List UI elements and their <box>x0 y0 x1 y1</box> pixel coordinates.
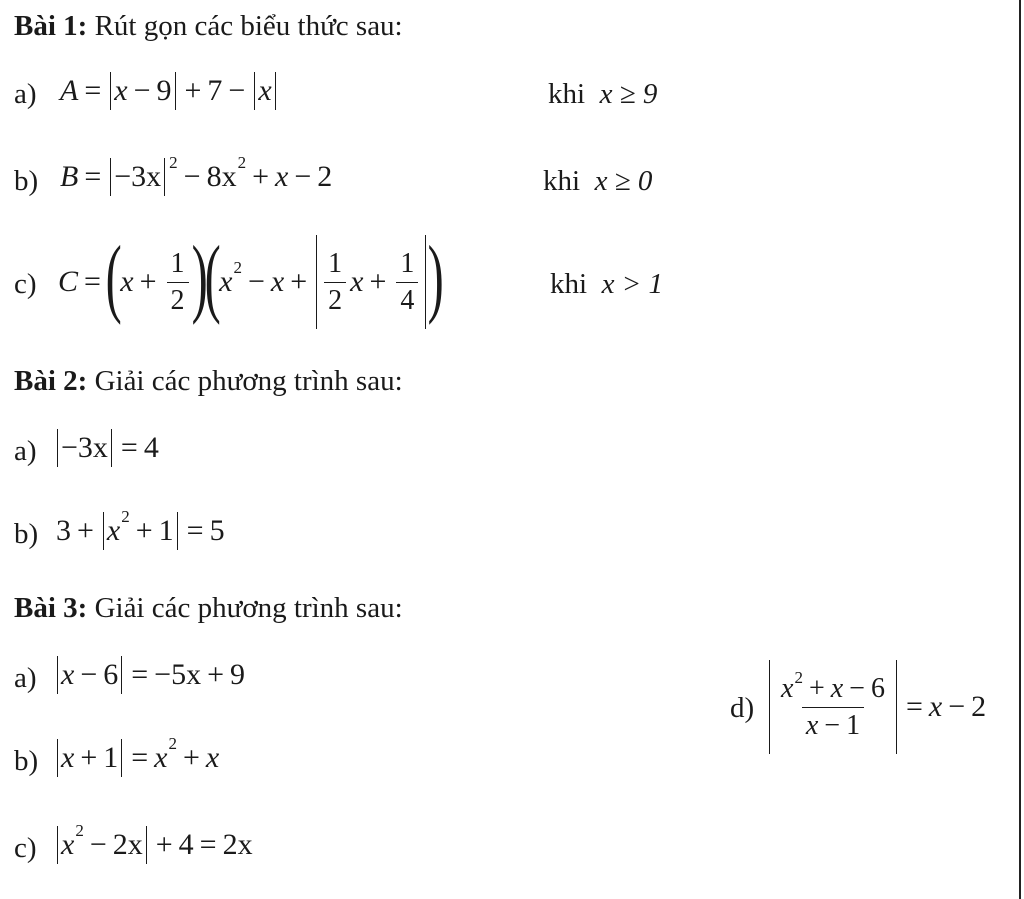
bai2-title-rest: Giải các phương trình sau: <box>87 365 403 397</box>
fraction-1-2 <box>167 248 189 317</box>
plus-sign: + <box>139 265 157 298</box>
abs-bar <box>57 656 58 694</box>
number-6: 6 <box>103 658 119 691</box>
term-neg-3x: −3x <box>61 431 108 464</box>
exponent-2: 2 <box>237 153 247 172</box>
bai1-a-condition <box>548 78 657 111</box>
denominator: 4 <box>396 282 418 317</box>
number-9: 9 <box>156 74 172 107</box>
exponent-2: 2 <box>233 258 242 277</box>
term-2x: 2x <box>222 828 253 861</box>
equals-sign: = <box>199 828 217 861</box>
number-7: 7 <box>207 74 223 107</box>
abs-bar <box>103 512 104 550</box>
right-paren: ) <box>427 229 445 326</box>
minus-sign: − <box>849 672 865 704</box>
number-4: 4 <box>143 431 159 464</box>
bai1-c-condition <box>550 268 663 301</box>
khi-word: khi <box>543 165 581 197</box>
plus-sign: + <box>252 160 270 193</box>
condition-text: x ≥ 0 <box>594 165 653 197</box>
minus-sign: − <box>183 160 201 193</box>
abs-bar <box>121 739 122 777</box>
number-1: 1 <box>158 514 174 547</box>
condition-text: x > 1 <box>601 268 664 300</box>
exponent-2: 2 <box>168 734 177 753</box>
condition-text: x ≥ 9 <box>599 78 658 110</box>
bai3-title-rest: Giải các phương trình sau: <box>87 592 403 624</box>
bai2-b-label: b) <box>14 518 39 550</box>
var-B: B <box>60 160 79 193</box>
bai2-b-expression <box>56 507 225 550</box>
bai3-d-expression <box>766 660 986 754</box>
equals-sign: = <box>84 160 102 193</box>
equals-sign: = <box>120 431 138 464</box>
minus-sign: − <box>824 709 841 741</box>
khi-word: khi <box>550 268 588 300</box>
minus-sign: − <box>133 74 151 107</box>
abs-bar <box>316 235 317 329</box>
var-x: x <box>106 514 121 547</box>
number-2: 2 <box>317 160 333 193</box>
var-x: x <box>805 709 819 741</box>
bai1-c-label: c) <box>14 268 37 300</box>
var-x: x <box>61 741 75 774</box>
bai3-c-label: c) <box>14 832 37 864</box>
var-x: x <box>275 160 289 193</box>
abs-bar <box>896 660 897 754</box>
left-paren: ( <box>204 229 221 326</box>
var-x: x <box>830 672 844 704</box>
var-A: A <box>60 74 79 107</box>
var-x: x <box>61 658 75 691</box>
right-paren: ) <box>191 229 208 326</box>
fraction-rational <box>777 667 889 742</box>
minus-sign: − <box>89 828 107 861</box>
var-x: x <box>781 672 794 704</box>
minus-sign: − <box>948 690 966 723</box>
abs-bar <box>146 826 147 864</box>
bai3-b-label: b) <box>14 745 39 777</box>
plus-sign: + <box>183 741 200 774</box>
plus-sign: + <box>290 265 308 298</box>
number-1: 1 <box>846 709 861 741</box>
bai1-title-bold: Bài 1: <box>14 10 88 42</box>
bai1-title-rest: Rút gọn các biểu thức sau: <box>87 10 403 42</box>
term-2x: 2x <box>112 828 143 861</box>
bai1-b-label: b) <box>14 165 39 197</box>
bai3-heading <box>14 592 403 625</box>
numerator <box>777 667 889 707</box>
abs-bar <box>57 429 58 467</box>
equals-sign: = <box>905 690 923 723</box>
khi-word: khi <box>548 78 586 110</box>
bai1-c-expression <box>58 229 445 332</box>
number-6: 6 <box>870 672 885 704</box>
equals-sign: = <box>84 265 101 298</box>
var-x: x <box>205 741 220 774</box>
plus-sign: + <box>135 514 153 547</box>
var-x: x <box>350 265 364 298</box>
abs-bar <box>110 158 111 196</box>
term-neg-5x: −5x <box>154 658 202 691</box>
plus-sign: + <box>184 74 202 107</box>
bai3-c-expression <box>54 821 253 864</box>
bai3-title-bold: Bài 3: <box>14 592 88 624</box>
bai2-a-expression <box>54 429 159 467</box>
bai3-d-label: d) <box>730 692 755 724</box>
abs-bar <box>425 235 426 329</box>
bai1-a-expression <box>60 72 279 110</box>
numerator: 1 <box>328 247 343 279</box>
number-5: 5 <box>209 514 225 547</box>
fraction-1-2 <box>324 248 346 317</box>
equals-sign: = <box>131 658 149 691</box>
bai3-b-expression <box>54 734 220 777</box>
var-C: C <box>58 265 79 298</box>
term-8x: 8x <box>206 160 237 193</box>
minus-sign: − <box>294 160 312 193</box>
number-1: 1 <box>103 741 119 774</box>
var-x: x <box>120 265 134 298</box>
var-x: x <box>154 741 168 774</box>
abs-bar <box>57 826 58 864</box>
number-9: 9 <box>230 658 246 691</box>
abs-bar <box>254 72 255 110</box>
number-4: 4 <box>178 828 194 861</box>
plus-sign: + <box>80 741 98 774</box>
plus-sign: + <box>369 265 387 298</box>
equals-sign: = <box>186 514 204 547</box>
var-x: x <box>61 828 75 861</box>
bai2-title-bold: Bài 2: <box>14 365 88 397</box>
var-x: x <box>928 690 943 723</box>
plus-sign: + <box>77 514 94 547</box>
plus-sign: + <box>808 672 825 704</box>
denominator: 2 <box>167 282 189 317</box>
equals-sign: = <box>84 74 102 107</box>
var-x: x <box>219 265 233 298</box>
term-neg-3x: −3x <box>114 160 162 193</box>
abs-bar <box>769 660 770 754</box>
minus-sign: − <box>247 265 265 298</box>
denominator: 2 <box>324 282 346 317</box>
abs-bar <box>57 739 58 777</box>
var-x: x <box>114 74 128 107</box>
bai3-a-label: a) <box>14 662 37 694</box>
bai1-heading <box>14 10 403 43</box>
abs-bar <box>175 72 176 110</box>
fraction-1-4 <box>396 248 418 317</box>
bai2-heading <box>14 365 403 398</box>
numerator: 1 <box>400 247 415 279</box>
minus-sign: − <box>228 74 246 107</box>
var-x: x <box>270 265 285 298</box>
equals-sign: = <box>131 741 149 774</box>
left-paren: ( <box>105 229 122 326</box>
exponent-2: 2 <box>169 153 178 172</box>
abs-bar <box>111 429 112 467</box>
bai1-b-expression <box>60 153 333 196</box>
abs-bar <box>177 512 178 550</box>
abs-bar <box>275 72 276 110</box>
number-3: 3 <box>56 514 71 547</box>
abs-bar <box>110 72 111 110</box>
number-2: 2 <box>971 690 987 723</box>
exponent-2: 2 <box>121 507 130 526</box>
plus-sign: + <box>155 828 173 861</box>
abs-bar <box>121 656 122 694</box>
abs-bar <box>164 158 165 196</box>
exponent-2: 2 <box>75 821 84 840</box>
numerator: 1 <box>170 247 185 279</box>
bai2-a-label: a) <box>14 435 37 467</box>
bai1-b-condition <box>543 165 652 198</box>
denominator <box>802 707 864 742</box>
bai3-a-expression <box>54 656 245 694</box>
exponent-2: 2 <box>794 667 803 687</box>
plus-sign: + <box>207 658 225 691</box>
minus-sign: − <box>80 658 98 691</box>
bai1-a-label: a) <box>14 78 37 110</box>
var-x: x <box>258 74 272 107</box>
